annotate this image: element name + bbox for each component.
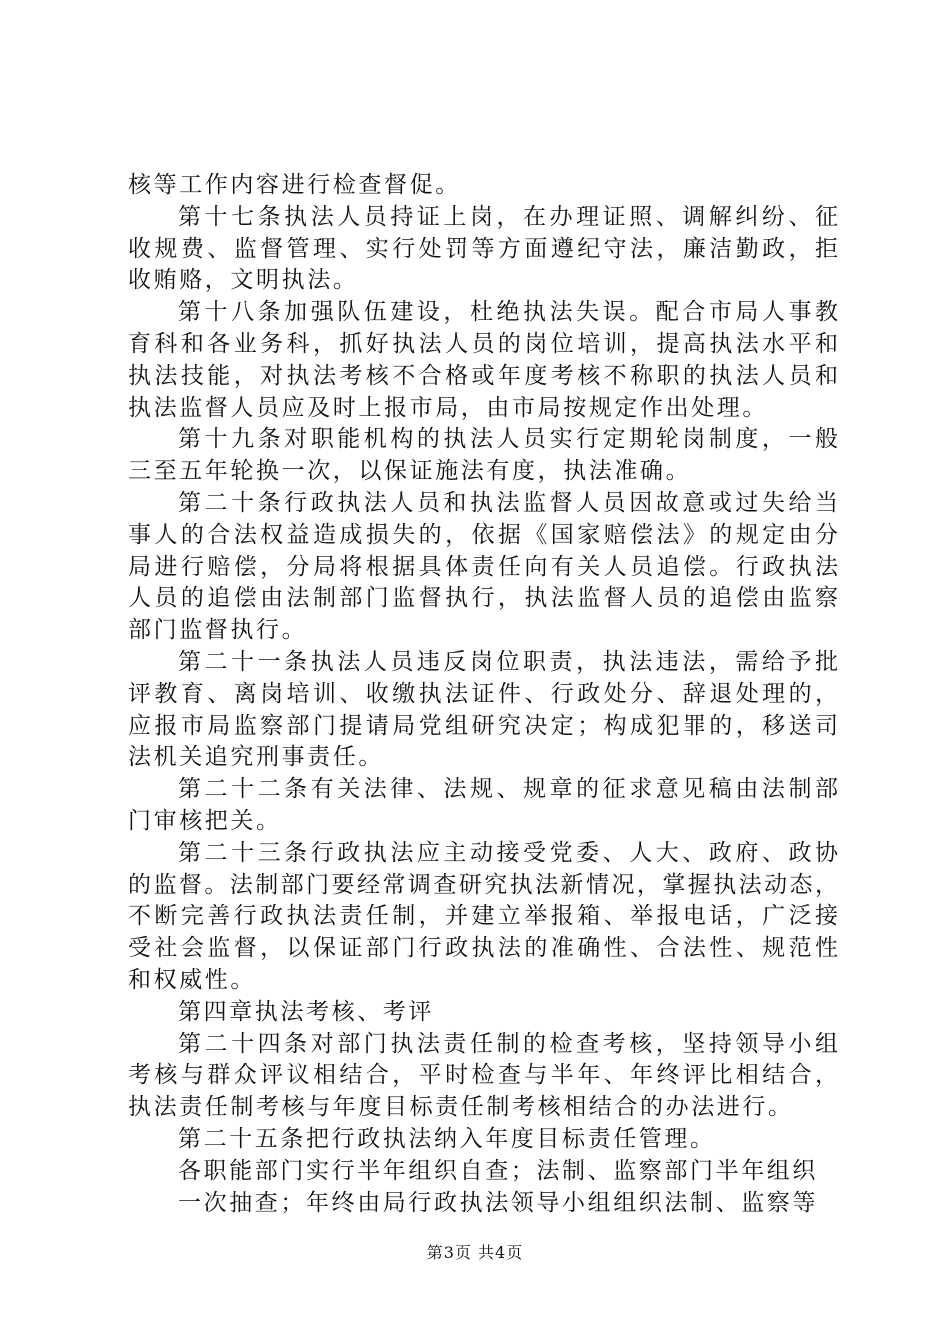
text-line: 人员的追偿由法制部门监督执行，执法监督人员的追偿由监察 (128, 585, 838, 612)
text-line: 法机关追究刑事责任。 (128, 744, 384, 771)
text-line: 门审核把关。 (128, 807, 282, 834)
text-line: 育科和各业务科，抓好执法人员的岗位培训，提高执法水平和 (128, 330, 838, 357)
text-line: 部门监督执行。 (128, 617, 308, 644)
text-line: 局进行赔偿，分局将根据具体责任向有关人员追偿。行政执法 (128, 553, 838, 580)
text-line: 受社会监督，以保证部门行政执法的准确性、合法性、规范性 (128, 935, 838, 962)
text-line: 执法技能，对执法考核不合格或年度考核不称职的执法人员和 (128, 362, 838, 389)
text-line: 应报市局监察部门提请局党组研究决定；构成犯罪的，移送司 (128, 712, 838, 739)
text-line: 核等工作内容进行检查督促。 (128, 172, 461, 198)
text-line: 各职能部门实行半年组织自查；法制、监察部门半年组织 (178, 1157, 818, 1184)
text-line: 第二十五条把行政执法纳入年度目标责任管理。 (178, 1125, 716, 1152)
text-line: 第二十三条行政执法应主动接受党委、人大、政府、政协 (178, 839, 838, 866)
text-line: 第十八条加强队伍建设，杜绝执法失误。配合市局人事教 (178, 299, 838, 326)
text-line: 评教育、离岗培训、收缴执法证件、行政处分、辞退处理的， (128, 680, 838, 707)
text-line: 第二十二条有关法律、法规、规章的征求意见稿由法制部 (178, 776, 838, 803)
text-line: 收规费、监督管理、实行处罚等方面遵纪守法，廉洁勤政，拒 (128, 235, 838, 262)
text-line: 执法责任制考核与年度目标责任制考核相结合的办法进行。 (128, 1094, 794, 1121)
text-line: 不断完善行政执法责任制，并建立举报箱、举报电话，广泛接 (128, 903, 838, 930)
text-line: 和权威性。 (128, 966, 256, 993)
text-line: 第二十一条执法人员违反岗位职责，执法违法，需给予批 (178, 648, 838, 675)
text-line: 第二十四条对部门执法责任制的检查考核，坚持领导小组 (178, 1030, 838, 1057)
chapter-heading: 第四章执法考核、考评 (178, 998, 434, 1025)
text-line: 第十九条对职能机构的执法人员实行定期轮岗制度，一般 (178, 426, 838, 453)
document-body (128, 170, 838, 1219)
text-line: 考核与群众评议相结合，平时检查与半年、年终评比相结合， (128, 1062, 838, 1089)
text-line: 第十七条执法人员持证上岗，在办理证照、调解纠纷、征 (178, 203, 838, 230)
text-line: 三至五年轮换一次，以保证施法有度，执法准确。 (128, 458, 692, 485)
text-line: 第二十条行政执法人员和执法监督人员因故意或过失给当 (178, 489, 838, 516)
text-line: 事人的合法权益造成损失的，依据《国家赔偿法》的规定由分 (128, 521, 838, 548)
text-line: 收贿赂，文明执法。 (128, 267, 359, 294)
text-line: 执法监督人员应及时上报市局，由市局按规定作出处理。 (128, 394, 768, 421)
text-line: 的监督。法制部门要经常调查研究执法新情况，掌握执法动态， (128, 871, 838, 898)
page-footer: 第3页 共4页 (426, 1243, 524, 1262)
text-line: 一次抽查；年终由局行政执法领导小组组织法制、监察等 (178, 1189, 818, 1216)
